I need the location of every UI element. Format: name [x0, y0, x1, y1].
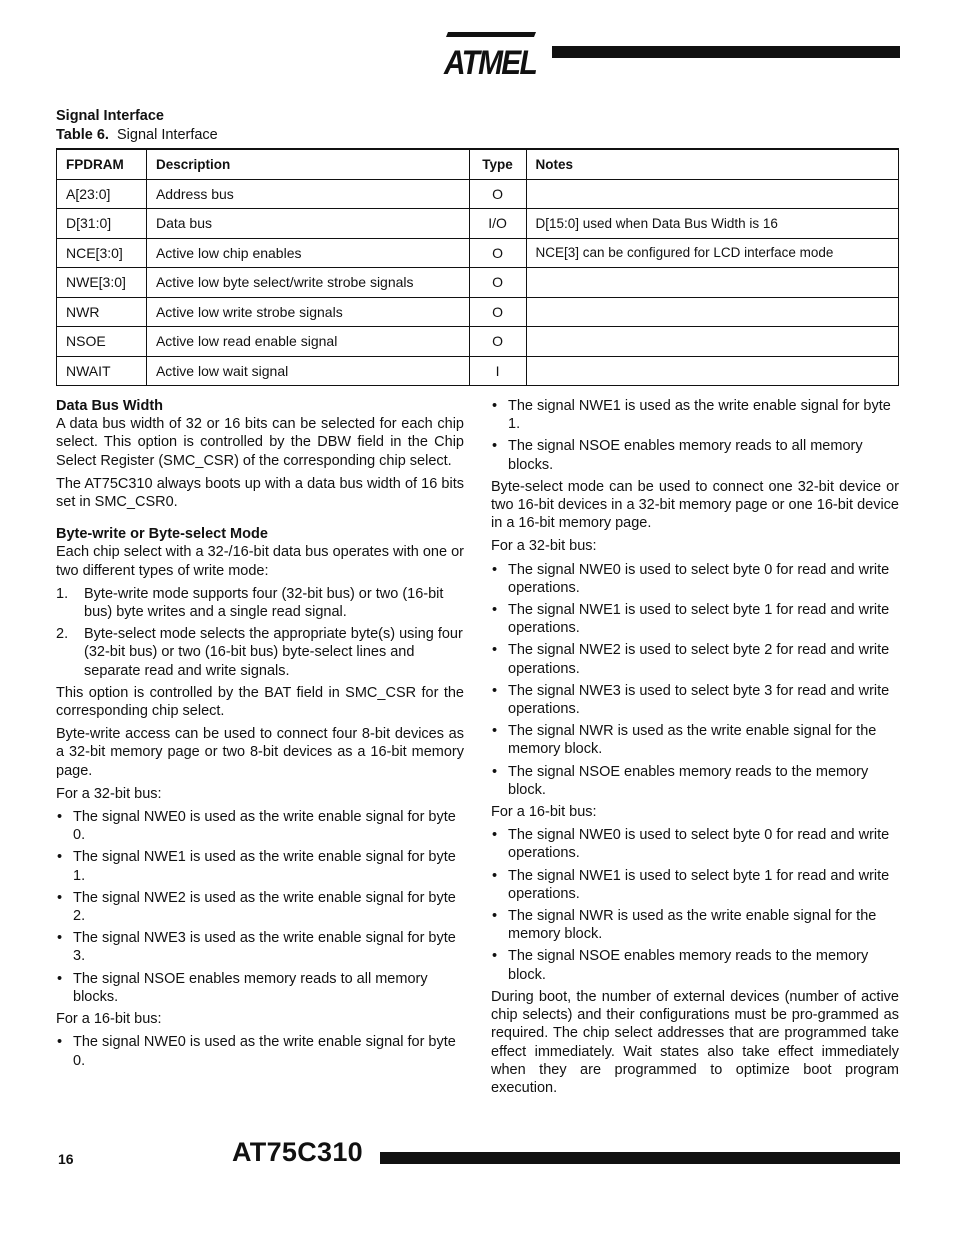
list-item: [491, 722, 899, 758]
page-number: 16: [58, 1151, 74, 1167]
table-row: [57, 356, 899, 386]
cell-notes: [526, 356, 899, 386]
cell-signal: NWAIT: [57, 356, 147, 386]
cell-description: Active low chip enables: [146, 238, 469, 268]
footer-title: AT75C310: [232, 1137, 363, 1167]
list-item-text: The signal NWE3 is used to select byte 3 for read and write operations.: [508, 682, 890, 718]
list-item-text: The signal NSOE enables memory reads to the memory block.: [508, 763, 869, 798]
table-caption-label: Table 6.: [56, 127, 109, 143]
list-item: [56, 808, 464, 844]
cell-description: Active low wait signal: [146, 356, 469, 386]
cell-notes: [526, 179, 899, 209]
header-fpdram: FPDRAM: [57, 149, 147, 179]
cell-description: Active low write strobe signals: [146, 297, 469, 327]
table-row: [57, 327, 899, 357]
list-item-text: The signal NWE0 is used to select byte 0 for read and write operations.: [508, 561, 890, 596]
table-row: [57, 179, 899, 209]
table-row: [57, 209, 899, 239]
table-header-row: [57, 149, 899, 179]
list-item-text: The signal NSOE enables memory reads to all memory blocks.: [73, 970, 428, 1005]
bullet-list: [56, 1033, 464, 1069]
cell-notes: [526, 268, 899, 298]
list-item-text: The signal NWR is used as the write enable signal for the memory block.: [508, 723, 877, 758]
cell-type: I: [469, 356, 526, 386]
paragraph: The AT75C310 always boots up with a data bus width of 16 bits set in SMC_CSR0.: [56, 475, 464, 511]
list-item: [491, 826, 899, 862]
paragraph: This option is controlled by the BAT field in SMC_CSR for the corresponding chip select.: [56, 684, 464, 720]
paragraph: During boot, the number of external devices (number of active chip selects) and their configurations must be pro-grammed as required. The chip select addresses that are programmed take effect immediately. Wait states also take effect immediately when they are programmed to optimize boot program execution.: [491, 988, 899, 1096]
cell-signal: A[23:0]: [57, 179, 147, 209]
bullet-icon: •: [492, 867, 498, 884]
bullet-list: [491, 397, 899, 474]
bullet-icon: •: [57, 849, 63, 866]
signal-interface-table: [56, 148, 899, 386]
paragraph: For a 32-bit bus:: [491, 538, 597, 555]
cell-description: Address bus: [146, 179, 469, 209]
list-item: [491, 437, 899, 473]
list-item: [491, 867, 899, 903]
heading-data-bus-width: Data Bus Width: [56, 398, 164, 414]
bullet-icon: •: [492, 642, 498, 659]
header-notes: Notes: [526, 149, 899, 179]
bullet-icon: •: [492, 908, 498, 925]
bullet-icon: •: [492, 398, 498, 414]
paragraph: Byte-write access can be used to connect four 8-bit devices as a 32-bit memory page or two 8-bit devices as a 16-bit memory page.: [56, 726, 464, 779]
list-item-text: The signal NWE3 is used as the write enable signal for byte 3.: [73, 930, 456, 965]
cell-type: O: [469, 179, 526, 209]
list-item: [56, 970, 464, 1006]
paragraph: For a 16-bit bus:: [491, 804, 597, 821]
list-item-text: The signal NSOE enables memory reads to all memory blocks.: [508, 438, 863, 473]
table-caption: [56, 127, 218, 143]
cell-signal: NSOE: [57, 327, 147, 357]
list-item: [491, 397, 899, 433]
header-rule: [552, 46, 900, 58]
list-item: [56, 929, 464, 965]
list-item-text: The signal NSOE enables memory reads to the memory block.: [508, 948, 869, 983]
header-type: Type: [469, 149, 526, 179]
cell-description: Data bus: [146, 209, 469, 239]
atmel-logo: [440, 30, 540, 78]
bullet-icon: •: [492, 602, 498, 619]
list-item-text: The signal NWE2 is used as the write enable signal for byte 2.: [73, 889, 456, 925]
table-row: [57, 238, 899, 268]
list-item-text: Byte-write mode supports four (32-bit bus) or two (16-bit bus) byte writes and a single read signal.: [84, 585, 444, 621]
cell-description: Active low read enable signal: [146, 327, 469, 357]
table-caption-text: Signal Interface: [116, 127, 218, 143]
cell-signal: NWR: [57, 297, 147, 327]
bullet-list: [491, 561, 899, 799]
cell-signal: NWE[3:0]: [57, 268, 147, 298]
list-item: [491, 561, 899, 597]
footer-rule: [380, 1152, 900, 1164]
list-number: 2.: [56, 626, 69, 643]
list-item: [56, 848, 464, 884]
cell-notes: [526, 327, 899, 357]
cell-type: I/O: [469, 209, 526, 239]
bullet-list: [56, 808, 464, 1006]
cell-notes: D[15:0] used when Data Bus Width is 16: [526, 209, 899, 239]
paragraph: For a 32-bit bus:: [56, 785, 162, 802]
list-item-text: The signal NWE0 is used as the write enable signal for byte 0.: [73, 1034, 456, 1069]
bullet-icon: •: [492, 827, 498, 844]
bullet-icon: •: [57, 930, 63, 947]
header-description: Description: [146, 149, 469, 179]
list-item: [491, 907, 899, 943]
list-item: [491, 763, 899, 799]
cell-type: O: [469, 327, 526, 357]
cell-notes: NCE[3] can be configured for LCD interface mode: [526, 238, 899, 268]
numbered-list: [56, 585, 464, 680]
list-item: [491, 601, 899, 637]
list-item: [56, 1033, 464, 1069]
bullet-icon: •: [57, 1034, 63, 1051]
bullet-icon: •: [492, 682, 498, 699]
bullet-icon: •: [57, 970, 63, 987]
paragraph: A data bus width of 32 or 16 bits can be selected for each chip select. This option is controlled by the DBW field in the Chip Select Register (SMC_CSR) of the corresponding chip select.: [56, 416, 464, 469]
list-item: [491, 947, 899, 983]
heading-byte-write-select-mode: Byte-write or Byte-select Mode: [56, 526, 268, 543]
list-item: [56, 585, 464, 621]
bullet-icon: •: [492, 763, 498, 780]
list-item-text: The signal NWE1 is used as the write enable signal for byte 1.: [508, 398, 891, 433]
cell-type: O: [469, 297, 526, 327]
list-item: [491, 682, 899, 718]
table-row: [57, 268, 899, 298]
svg-text:ATMEL: ATMEL: [443, 44, 537, 78]
right-column: [491, 397, 899, 1102]
cell-type: O: [469, 268, 526, 298]
bullet-icon: •: [492, 438, 498, 455]
section-title: Signal Interface: [56, 108, 164, 124]
bullet-icon: •: [57, 809, 63, 826]
bullet-icon: •: [492, 723, 498, 740]
bullet-icon: •: [492, 948, 498, 965]
list-number: 1.: [56, 585, 69, 602]
list-item: [56, 889, 464, 925]
cell-notes: [526, 297, 899, 327]
list-item-text: The signal NWE2 is used to select byte 2 for read and write operations.: [508, 642, 890, 677]
list-item: [491, 641, 899, 677]
bullet-icon: •: [57, 889, 63, 906]
list-item-text: The signal NWE1 is used to select byte 1 for read and write operations.: [508, 867, 890, 902]
list-item-text: The signal NWE0 is used as the write enable signal for byte 0.: [73, 809, 456, 844]
list-item-text: Byte-select mode selects the appropriate byte(s) using four (32-bit bus) or two (16-bit bus) byte-select lines and separate read and write signals.: [84, 626, 463, 679]
list-item-text: The signal NWE1 is used as the write enable signal for byte 1.: [73, 849, 456, 884]
table-row: [57, 297, 899, 327]
paragraph: For a 16-bit bus:: [56, 1011, 162, 1028]
cell-type: O: [469, 238, 526, 268]
cell-description: Active low byte select/write strobe signals: [146, 268, 469, 298]
list-item-text: The signal NWE1 is used to select byte 1 for read and write operations.: [508, 602, 890, 637]
list-item-text: The signal NWR is used as the write enable signal for the memory block.: [508, 908, 877, 943]
list-item-text: The signal NWE0 is used to select byte 0 for read and write operations.: [508, 827, 890, 862]
left-column: [56, 397, 464, 1074]
bullet-list: [491, 826, 899, 984]
list-item: [56, 625, 464, 680]
cell-signal: NCE[3:0]: [57, 238, 147, 268]
paragraph: Each chip select with a 32-/16-bit data bus operates with one or two different types of write mode:: [56, 544, 464, 579]
cell-signal: D[31:0]: [57, 209, 147, 239]
bullet-icon: •: [492, 561, 498, 578]
paragraph: Byte-select mode can be used to connect one 32-bit device or two 16-bit devices in a 32-bit memory page or one 16-bit device in a 16-bit memory page.: [491, 478, 899, 532]
